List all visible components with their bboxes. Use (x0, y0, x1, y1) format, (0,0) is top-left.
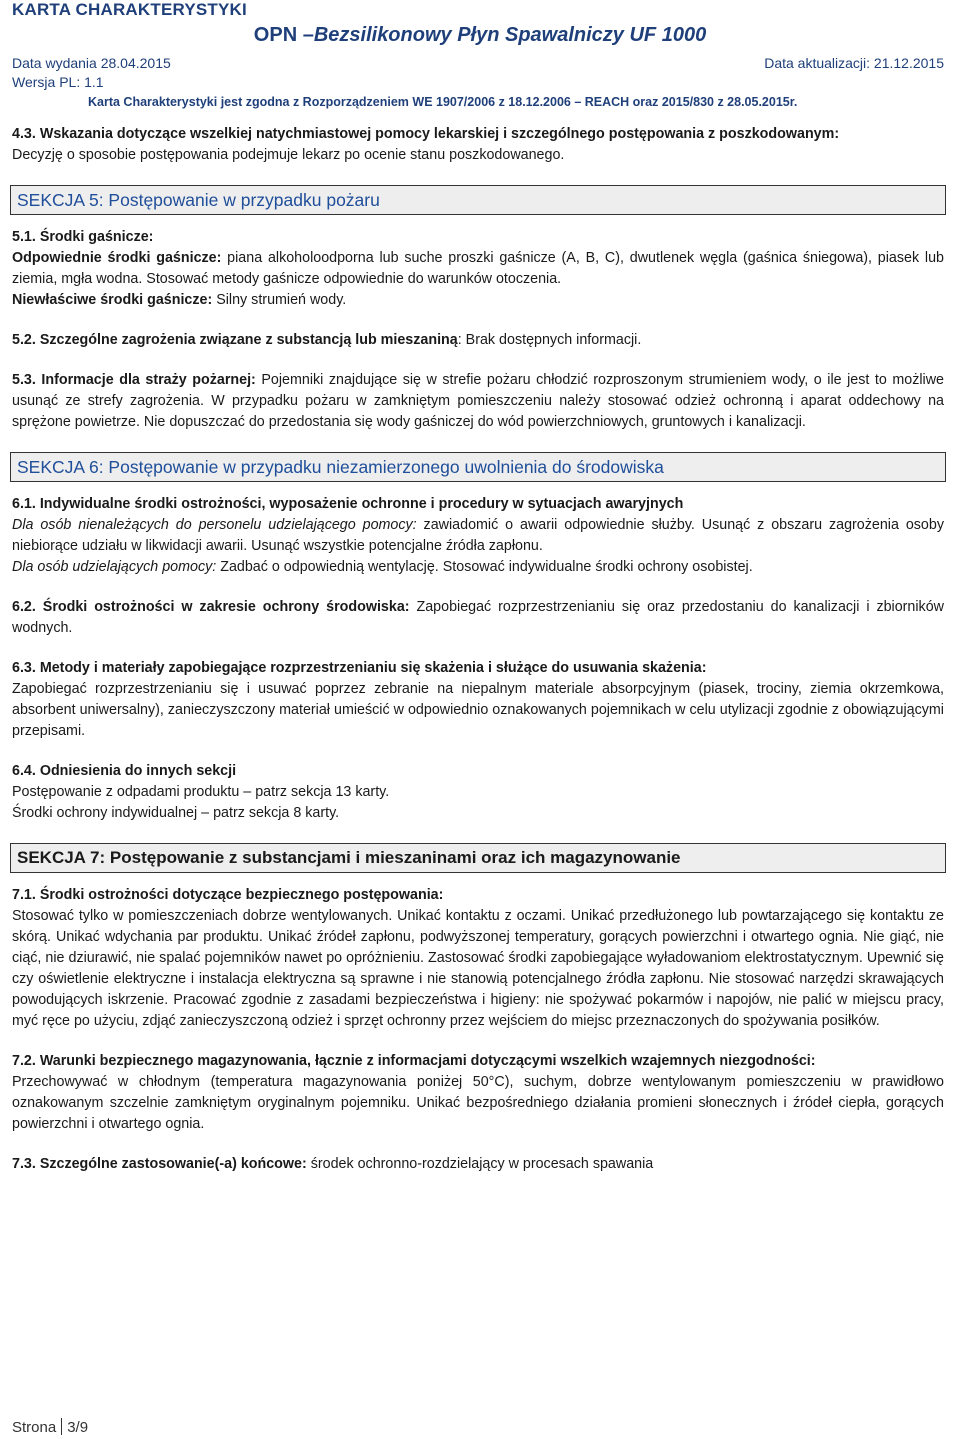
page-footer (12, 1418, 88, 1436)
subsection-5-3-text: Pojemniki znajdujące się w strefie pożaru chłodzić rozproszonym strumieniem wody, o ile jest to możliwe usunąć ze strefy zagrożenia. W przypadku pożaru w zamkniętym pomieszczeniu należy stosować odzież ochronną i aparat oddechowy na sprężone powietrze. Nie dopuszczać do przedostania się wody gaśniczej do wód powierzchniowych, gruntowych i kanalizacji. (12, 372, 944, 430)
product-prefix: OPN – (253, 24, 314, 46)
page-number: 3/9 (67, 1419, 89, 1436)
subsection-6-2-label: 6.2. Środki ostrożności w zakresie ochrony środowiska: (12, 599, 410, 615)
unsuitable-label: Niewłaściwe środki gaśnicze: (12, 292, 213, 308)
subsection-7-3 (12, 1154, 944, 1175)
issue-date: Data wydania 28.04.2015 (12, 55, 171, 71)
subsection-6-1-text-b (12, 557, 944, 578)
subsection-5-3-label: 5.3. Informacje dla straży pożarnej: (12, 372, 256, 388)
subsection-5-3 (12, 370, 944, 433)
subsection-7-2-title: 7.2. Warunki bezpiecznego magazynowania, łącznie z informacjami dotyczącymi wszelkich wzajemnych niezgodności: (12, 1053, 816, 1069)
subsection-7-1-title: 7.1. Środki ostrożności dotyczące bezpiecznego postępowania: (12, 887, 444, 903)
subsection-6-1-text-a (12, 515, 944, 557)
subsection-6-2-text: Zapobiegać rozprzestrzenianiu się oraz przedostaniu do kanalizacji i zbiorników wodnych. (12, 599, 944, 636)
page-label: Strona (12, 1419, 57, 1436)
subsection-4-3-title: 4.3. Wskazania dotyczące wszelkiej natychmiastowej pomocy lekarskiej i szczególnego postępowania z poszkodowanym: (12, 126, 840, 142)
version: Wersja PL: 1.1 (12, 74, 104, 90)
non-responders-text: zawiadomić o awarii odpowiednie służby. Usunąć z obszaru zagrożenia osoby niebiorące udziału w likwidacji awarii. Usunąć wszystkie potencjalne źródła zapłonu. (12, 517, 944, 554)
subsection-6-4-title: 6.4. Odniesienia do innych sekcji (12, 763, 237, 779)
update-date: Data aktualizacji: 21.12.2015 (764, 55, 944, 71)
section-7-heading: SEKCJA 7: Postępowanie z substancjami i mieszaninami oraz ich magazynowanie (10, 843, 946, 873)
subsection-5-1-title: 5.1. Środki gaśnicze: (12, 229, 154, 245)
subsection-7-2-text: Przechowywać w chłodnym (temperatura magazynowania poniżej 50°C), suchym, dobrze wentylowanym pomieszczeniu w prawidłowo oznakowanym szczelnie zamkniętym oryginalnym pojemniku. Unikać bezpośredniego działania promieni słonecznych i źródeł ciepła, gorących powierzchni i otwartego ognia. (12, 1074, 944, 1132)
subsection-6-2 (12, 597, 944, 639)
subsection-6-4-line2: Środki ochrony indywidualnej – patrz sekcja 8 karty. (12, 805, 340, 821)
suitable-text: piana alkoholoodporna lub suche proszki gaśnicze (A, B, C), dwutlenek węgla (gaśnica śniegowa), piasek lub ziemia, mgła wodna. Stosować metody gaśnicze odpowiednie do warunków otoczenia. (12, 250, 944, 287)
subsection-5-1-unsuitable (12, 290, 944, 311)
section-5-heading: SEKCJA 5: Postępowanie w przypadku pożaru (10, 185, 946, 215)
subsection-5-2-label: 5.2. Szczególne zagrożenia związane z substancją lub mieszaniną (12, 332, 458, 348)
subsection-7-3-label: 7.3. Szczególne zastosowanie(-a) końcowe: (12, 1156, 307, 1172)
product-title (0, 24, 960, 47)
subsection-5-2-text: : Brak dostępnych informacji. (457, 332, 642, 348)
document-header (0, 0, 960, 110)
unsuitable-text: Silny strumień wody. (212, 292, 347, 308)
product-name: Bezsilikonowy Płyn Spawalniczy UF 1000 (313, 24, 707, 46)
subsection-6-4-line1: Postępowanie z odpadami produktu – patrz sekcja 13 karty. (12, 784, 390, 800)
subsection-5-1-suitable (12, 248, 944, 290)
subsection-6-3-text: Zapobiegać rozprzestrzenianiu się i usuwać poprzez zebranie na niepalnym materiale absorpcyjnym (piasek, trociny, ziemia okrzemkowa, absorbent uniwersalny), zanieczyszczony materiał umieścić w odpowiednio oznakowanych pojemnikach w celu utylizacji zgodnie z obowiązującymi przepisami. (12, 681, 944, 739)
subsection-5-2 (12, 330, 944, 351)
suitable-label: Odpowiednie środki gaśnicze: (12, 250, 222, 266)
section-6-heading: SEKCJA 6: Postępowanie w przypadku niezamierzonego uwolnienia do środowiska (10, 452, 946, 482)
subsection-6-3-title: 6.3. Metody i materiały zapobiegające rozprzestrzenianiu się skażenia i służące do usuwania skażenia: (12, 660, 707, 676)
brand-title: KARTA CHARAKTERYSTYKI (12, 0, 247, 19)
regulation-note: Karta Charakterystyki jest zgodna z Rozporządzeniem WE 1907/2006 z 18.12.2006 – REACH oraz 2015/830 z 28.05.2015r. (88, 95, 798, 109)
footer-divider (61, 1418, 62, 1435)
subsection-6-1-title: 6.1. Indywidualne środki ostrożności, wyposażenie ochronne i procedury w sytuacjach awaryjnych (12, 496, 684, 512)
subsection-4-3-text: Decyzję o sposobie postępowania podejmuje lekarz po ocenie stanu poszkodowanego. (12, 147, 565, 163)
subsection-7-1-text: Stosować tylko w pomieszczeniach dobrze wentylowanych. Unikać kontaktu z oczami. Unikać przedłużonego lub powtarzającego się kontaktu ze skórą. Unikać wdychania par produktu. Unikać źródeł zapłonu, podwyższonej temperatury, gorących powierzchni i otwartego ognia. Nie giąć, nie ciąć, nie dziurawić, nie spalać pojemników nawet po opróżnieniu. Zastosować środki zapobiegające wyładowaniom elektrostatycznym. Upewnić się czy oświetlenie elektryczne i instalacja elektryczna są sprawne i nie stanowią potencjalnego źródła zapłonu. Nie stosować narzędzi skrawających powodujących iskrzenie. Pracować zgodnie z zasadami bezpieczeństwa i higieny: nie spożywać pokarmów i napojów, nie palić w miejscu pracy, myć ręce po użyciu, zdjąć zanieczyszczoną odzież i sprzęt ochronny przez wejściem do miejsc przeznaczonych do spożywania posiłków. (12, 908, 944, 1029)
document-body (12, 124, 944, 1175)
non-responders-label: Dla osób nienależących do personelu udzielającego pomocy: (12, 517, 417, 533)
responders-label: Dla osób udzielających pomocy: (12, 559, 217, 575)
subsection-7-3-text: środek ochronno-rozdzielający w procesach spawania (306, 1156, 654, 1172)
responders-text: Zadbać o odpowiednią wentylację. Stosować indywidualne środki ochrony osobistej. (216, 559, 753, 575)
